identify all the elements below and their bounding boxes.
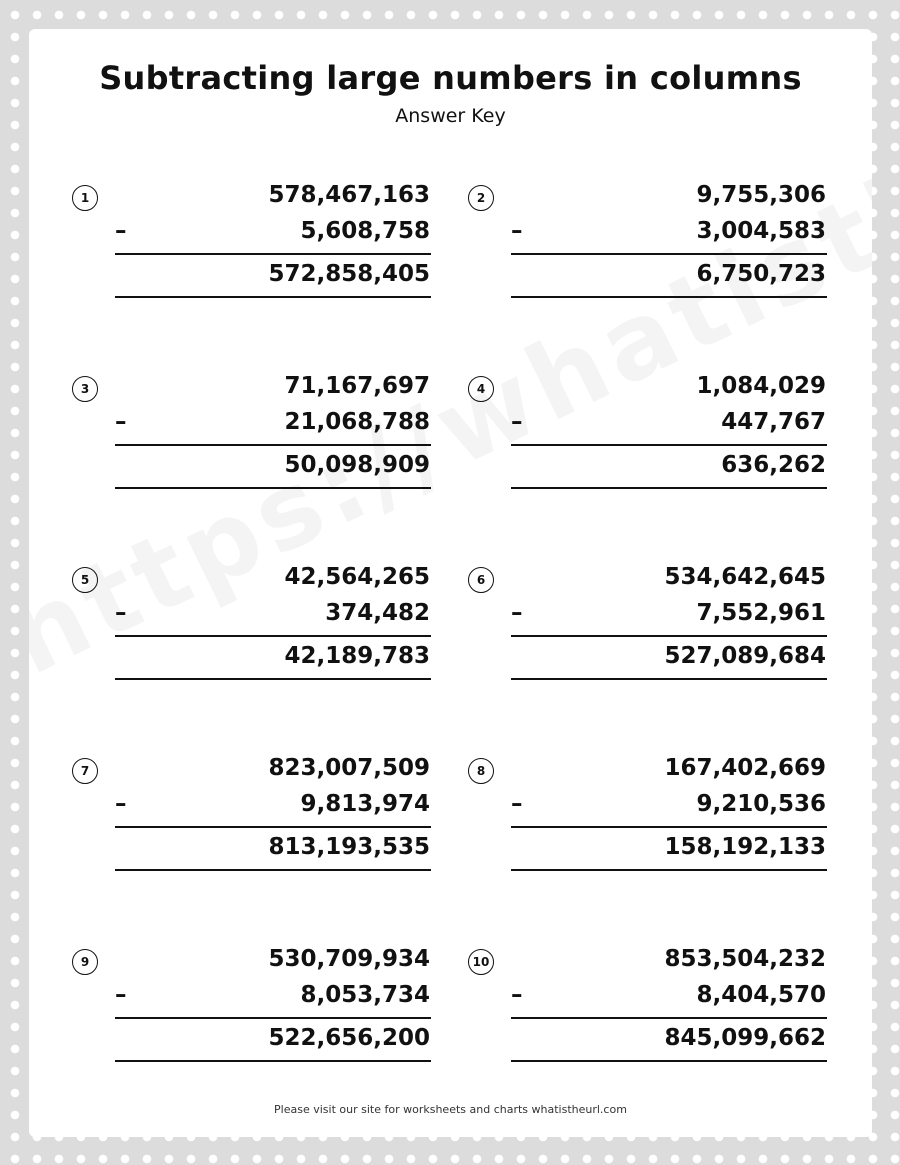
difference: 845,099,662 (664, 1025, 826, 1051)
minuend: 853,504,232 (664, 946, 826, 972)
minus-sign: – (511, 982, 523, 1008)
divider-line (115, 444, 431, 446)
minus-sign: – (115, 982, 127, 1008)
subtrahend: 9,813,974 (300, 791, 430, 817)
difference: 6,750,723 (696, 261, 826, 287)
minuend: 167,402,669 (664, 755, 826, 781)
bottom-line (511, 869, 827, 871)
difference: 42,189,783 (284, 643, 430, 669)
minus-sign: – (511, 409, 523, 435)
bottom-line (511, 296, 827, 298)
page-title: Subtracting large numbers in columns (99, 59, 802, 97)
minus-sign: – (511, 600, 523, 626)
subtrahend: 447,767 (721, 409, 826, 435)
worksheet-page (29, 29, 872, 1137)
problem-number-badge: 4 (468, 376, 494, 402)
subtrahend: 374,482 (325, 600, 430, 626)
minuend: 42,564,265 (284, 564, 430, 590)
problem-number-badge: 9 (72, 949, 98, 975)
problem-7 (72, 755, 472, 888)
subtrahend: 3,004,583 (696, 218, 826, 244)
bottom-line (511, 678, 827, 680)
bottom-line (115, 487, 431, 489)
difference: 527,089,684 (664, 643, 826, 669)
minus-sign: – (115, 218, 127, 244)
difference: 636,262 (721, 452, 826, 478)
problem-4 (468, 373, 868, 506)
minus-sign: – (511, 218, 523, 244)
problem-number-badge: 1 (72, 185, 98, 211)
subtrahend: 9,210,536 (696, 791, 826, 817)
problem-number-badge: 3 (72, 376, 98, 402)
problem-8 (468, 755, 868, 888)
problem-number-badge: 2 (468, 185, 494, 211)
footer-text: Please visit our site for worksheets and charts whatistheurl.com (274, 1103, 627, 1116)
divider-line (511, 826, 827, 828)
divider-line (115, 1017, 431, 1019)
difference: 572,858,405 (268, 261, 430, 287)
problem-number-badge: 8 (468, 758, 494, 784)
minuend: 71,167,697 (284, 373, 430, 399)
minuend: 9,755,306 (696, 182, 826, 208)
divider-line (511, 253, 827, 255)
minus-sign: – (115, 791, 127, 817)
minuend: 530,709,934 (268, 946, 430, 972)
subtrahend: 21,068,788 (284, 409, 430, 435)
problem-3 (72, 373, 472, 506)
divider-line (115, 635, 431, 637)
difference: 522,656,200 (268, 1025, 430, 1051)
minus-sign: – (511, 791, 523, 817)
problem-number-badge: 10 (468, 949, 494, 975)
subtrahend: 5,608,758 (300, 218, 430, 244)
problem-number-badge: 5 (72, 567, 98, 593)
divider-line (511, 444, 827, 446)
difference: 50,098,909 (284, 452, 430, 478)
problem-number-badge: 7 (72, 758, 98, 784)
bottom-line (511, 487, 827, 489)
problem-6 (468, 564, 868, 697)
problem-5 (72, 564, 472, 697)
bottom-line (511, 1060, 827, 1062)
page-subtitle: Answer Key (395, 105, 506, 127)
subtrahend: 8,404,570 (696, 982, 826, 1008)
bottom-line (115, 869, 431, 871)
subtrahend: 8,053,734 (300, 982, 430, 1008)
minuend: 578,467,163 (268, 182, 430, 208)
minuend: 823,007,509 (268, 755, 430, 781)
minuend: 534,642,645 (664, 564, 826, 590)
minuend: 1,084,029 (696, 373, 826, 399)
subtrahend: 7,552,961 (696, 600, 826, 626)
minus-sign: – (115, 409, 127, 435)
divider-line (511, 635, 827, 637)
problem-9 (72, 946, 472, 1079)
problem-1 (72, 182, 472, 315)
divider-line (115, 253, 431, 255)
bottom-line (115, 296, 431, 298)
problem-number-badge: 6 (468, 567, 494, 593)
problem-2 (468, 182, 868, 315)
divider-line (115, 826, 431, 828)
problem-10 (468, 946, 868, 1079)
divider-line (511, 1017, 827, 1019)
difference: 813,193,535 (268, 834, 430, 860)
bottom-line (115, 678, 431, 680)
bottom-line (115, 1060, 431, 1062)
minus-sign: – (115, 600, 127, 626)
difference: 158,192,133 (664, 834, 826, 860)
